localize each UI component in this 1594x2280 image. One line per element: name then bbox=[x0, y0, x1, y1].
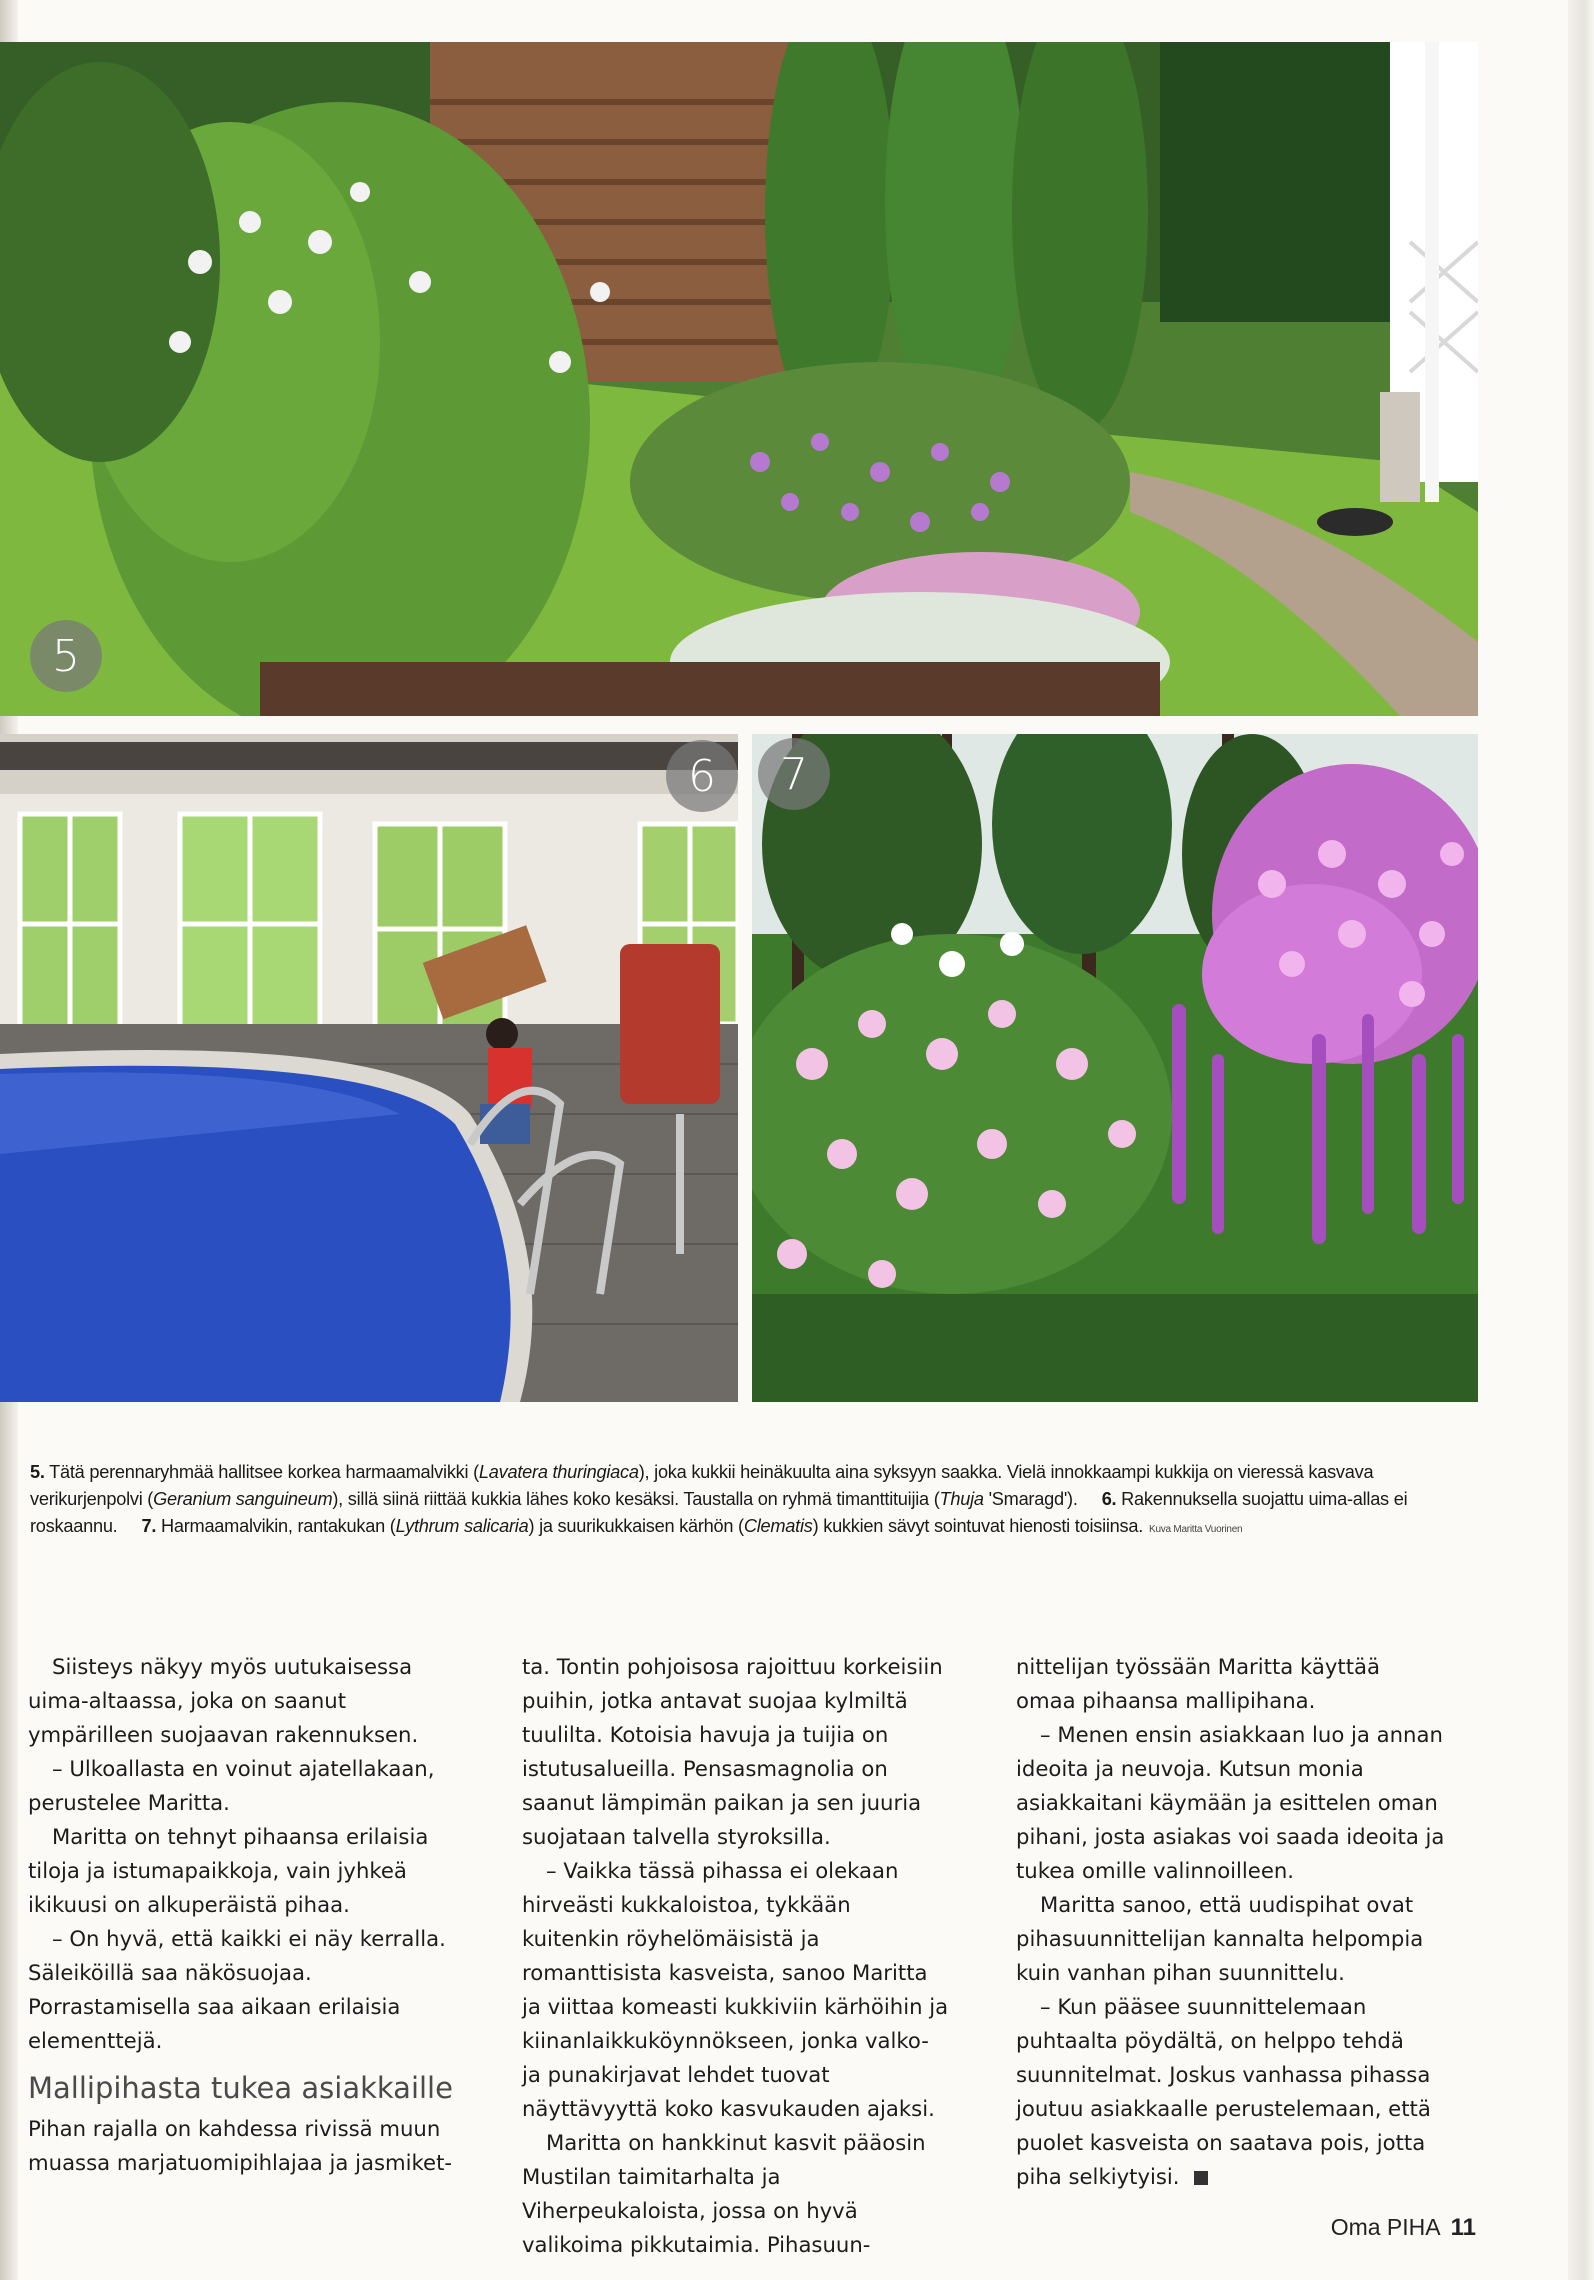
article-column-3 bbox=[1016, 1650, 1446, 2194]
caption-7-text: ) kukkien sävyt sointuvat hienosti toisiinsa. bbox=[812, 1516, 1144, 1536]
magazine-name: Oma PIHA bbox=[1330, 2214, 1441, 2240]
photo-number-badge: 7 bbox=[758, 738, 830, 810]
paragraph: – Ulkoallasta en voinut ajatellakaan, perustelee Maritta. bbox=[28, 1756, 435, 1815]
paragraph bbox=[1016, 1990, 1446, 2194]
caption-latin-name: Lavatera thuringiaca bbox=[478, 1462, 639, 1482]
paragraph: ta. Tontin pohjoisosa rajoittuu korkeisiin puihin, jotka antavat suojaa kylmiltä tuulilta. Kotoisia havuja ja tuijia on istutusalueilla. Pensasmagnolia on saanut lämpimän paikan ja sen juuria suojataan talvella styroksilla. bbox=[522, 1654, 943, 1849]
caption-5-text: Tätä perennaryhmää hallitsee korkea harmaamalvikki ( bbox=[44, 1462, 479, 1482]
caption-latin-name: Geranium sanguineum bbox=[153, 1489, 333, 1509]
photo-credit: Kuva Maritta Vuorinen bbox=[1149, 1524, 1243, 1535]
photo-pool bbox=[0, 734, 738, 1402]
photo-garden bbox=[0, 42, 1478, 716]
caption-5-text: ), sillä siinä riittää kukkia lähes koko kesäksi. Taustalla on ryhmä timanttituijia ( bbox=[332, 1489, 940, 1509]
photo-number-badge: 6 bbox=[666, 740, 738, 812]
paragraph-text: – Kun pääsee suunnittelemaan puhtaalta pöydältä, on helppo tehdä suunnitelmat. Joskus vanhassa pihassa joutuu asiakkaalle perustelemaan, että puolet kasveista on saatava pois, jotta piha selkiytyisi. bbox=[1016, 1994, 1431, 2189]
caption-7-text: ) ja suurikukkaisen kärhön ( bbox=[528, 1516, 744, 1536]
paragraph: Maritta sanoo, että uudispihat ovat pihasuunnittelijan kannalta helpompia kuin vanhan pihan suunnittelu. bbox=[1016, 1892, 1424, 1985]
paragraph: – Menen ensin asiakkaan luo ja annan ideoita ja neuvoja. Kutsun monia asiakkaitani käymään ja esittelen oman pihani, josta asiakas voi saada ideoita ja tukea omille valinnoilleen. bbox=[1016, 1722, 1445, 1883]
photo-captions bbox=[30, 1459, 1478, 1543]
caption-5-text: ), joka kukkii heinäkuulta aina syksyyn saakka. Vielä innokkaampi kukkija on vieressä kasvava verikurjenpolvi ( bbox=[30, 1462, 1374, 1509]
photo-number-badge: 5 bbox=[30, 620, 102, 692]
caption-5-text: 'Smaragd'). bbox=[983, 1489, 1078, 1509]
paragraph: Maritta on hankkinut kasvit pääosin Mustilan taimitarhalta ja Viherpeukaloista, jossa on hyvä valikoima pikkutaimia. Pihasuun- bbox=[522, 2130, 926, 2257]
caption-6-text: Rakennuksella suojattu uima-allas ei roskaannu. bbox=[30, 1489, 1408, 1536]
caption-latin-name: Clematis bbox=[743, 1516, 813, 1536]
paragraph: Pihan rajalla on kahdessa rivissä muun muassa marjatuomipihlajaa ja jasmiket- bbox=[28, 2116, 453, 2175]
article-column-2 bbox=[522, 1650, 952, 2262]
caption-7-text: Harmaamalvikin, rantakukan ( bbox=[156, 1516, 396, 1536]
page-footer bbox=[1331, 2214, 1476, 2242]
garden-illustration bbox=[0, 42, 1478, 716]
paragraph: Maritta on tehnyt pihaansa erilaisia tiloja ja istumapaikkoja, vain jyhkeä ikikuusi on alkuperäistä pihaa. bbox=[28, 1824, 429, 1917]
page-edge bbox=[1568, 0, 1594, 2280]
paragraph: – On hyvä, että kaikki ei näy kerralla. Säleiköillä saa näkösuojaa. Porrastamisella saa aikaan erilaisia elementtejä. bbox=[28, 1926, 446, 2053]
article-column-1 bbox=[28, 1650, 458, 2180]
caption-6-number: 6. bbox=[1101, 1489, 1117, 1509]
photo-flowers bbox=[752, 734, 1478, 1402]
pool-illustration bbox=[0, 734, 738, 1402]
paragraph: Siisteys näkyy myös uutukaisessa uima-altaassa, joka on saanut ympärilleen suojaavan rakennuksen. bbox=[28, 1654, 419, 1747]
end-mark-icon bbox=[1194, 2171, 1208, 2185]
caption-latin-name: Lythrum salicaria bbox=[395, 1516, 529, 1536]
subheading: Mallipihasta tukea asiakkaille bbox=[28, 2071, 453, 2105]
flowers-illustration bbox=[752, 734, 1478, 1402]
caption-latin-name: Thuja bbox=[939, 1489, 984, 1509]
caption-5-number: 5. bbox=[30, 1462, 45, 1482]
paragraph: – Vaikka tässä pihassa ei olekaan hirveästi kukkaloistoa, tykkään kuitenkin röyhelömäisistä ja romanttisista kasveista, sanoo Maritta ja viittaa komeasti kukkiviin kärhöihin ja kiinanlaikkuköynnökseen, jonka valko- ja punakirjavat lehdet tuovat näyttävyyttä koko kasvukauden ajaksi. bbox=[522, 1858, 949, 2121]
page-number: 11 bbox=[1450, 2214, 1476, 2241]
caption-7-number: 7. bbox=[141, 1516, 157, 1536]
paragraph: nittelijan työssään Maritta käyttää omaa pihaansa mallipihana. bbox=[1016, 1654, 1380, 1713]
